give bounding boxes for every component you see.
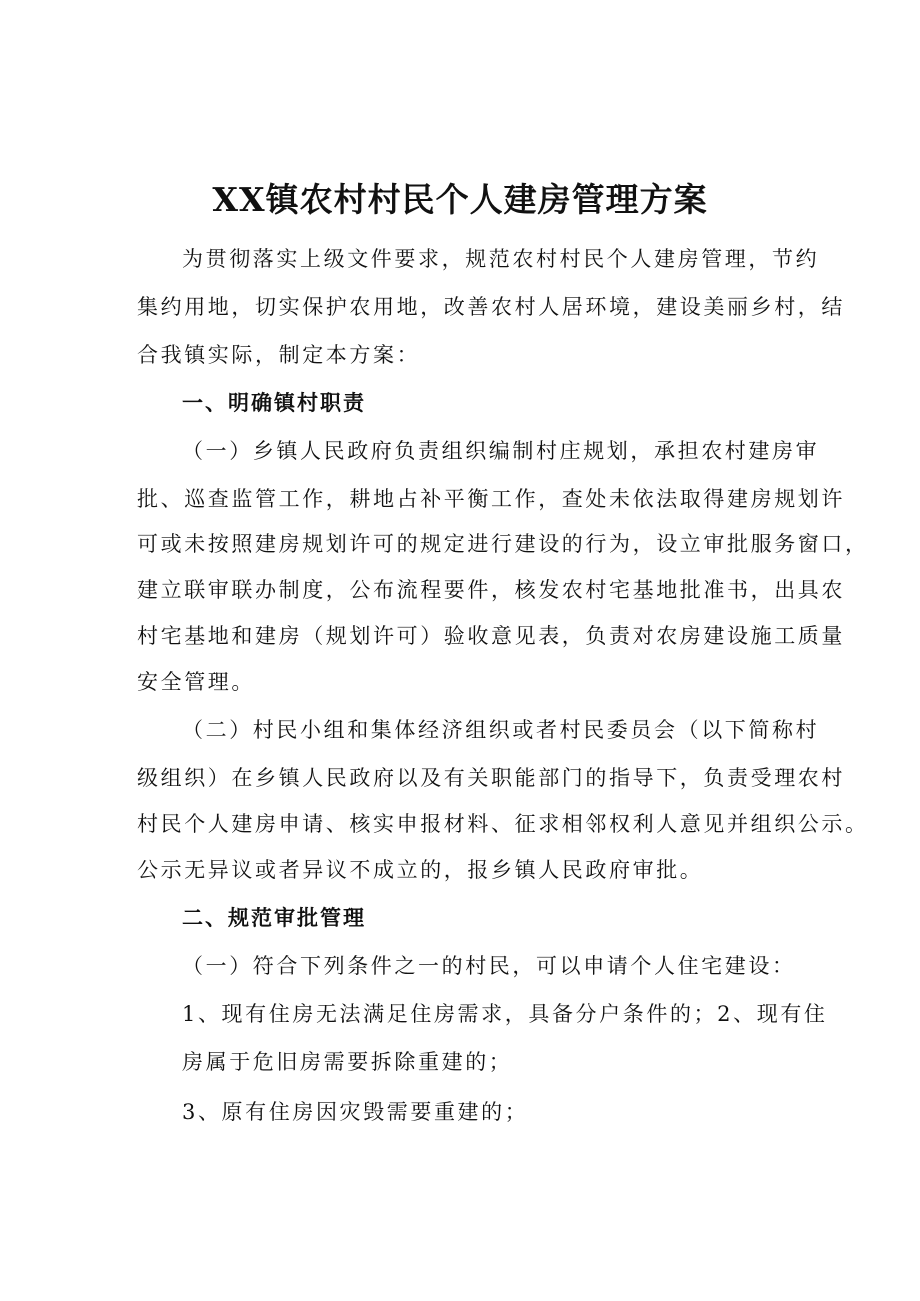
intro-line-3: 合我镇实际，制定本方案： <box>137 343 421 367</box>
section-2-item-1-line-2: 房属于危旧房需要拆除重建的； <box>182 1050 513 1074</box>
section-2-item-1-line-1: 1、现有住房无法满足住房需求，具备分户条件的；2、现有住 <box>182 1002 828 1026</box>
section-1-para-2-line-3: 村民个人建房申请、核实申报材料、征求相邻权利人意见并组织公示。 <box>137 812 869 836</box>
section-1-para-1-line-5: 村宅基地和建房（规划许可）验收意见表，负责对农房建设施工质量 <box>137 624 845 648</box>
intro-line-1: 为贯彻落实上级文件要求，规范农村村民个人建房管理，节约 <box>182 247 820 271</box>
section-1-para-1-line-1: （一）乡镇人民政府负责组织编制村庄规划，承担农村建房审 <box>182 439 820 463</box>
document-title: XX镇农村村民个人建房管理方案 <box>212 180 708 219</box>
section-1-para-2-line-1: （二）村民小组和集体经济组织或者村民委员会（以下简称村 <box>182 718 820 742</box>
section-1-para-2-line-4: 公示无异议或者异议不成立的，报乡镇人民政府审批。 <box>137 858 704 882</box>
section-1-para-1-line-3: 可或未按照建房规划许可的规定进行建设的行为，设立审批服务窗口， <box>137 532 869 556</box>
section-1-para-1-line-4: 建立联审联办制度，公布流程要件，核发农村宅基地批准书，出具农 <box>137 578 845 602</box>
intro-line-2: 集约用地，切实保护农用地，改善农村人居环境，建设美丽乡村，结 <box>137 295 845 319</box>
section-1-para-1-line-2: 批、巡查监管工作，耕地占补平衡工作，查处未依法取得建房规划许 <box>137 487 845 511</box>
section-1-para-1-line-6: 安全管理。 <box>137 670 255 694</box>
section-2-heading: 二、规范审批管理 <box>182 905 366 930</box>
section-2-para-1: （一）符合下列条件之一的村民，可以申请个人住宅建设： <box>182 954 796 978</box>
section-1-heading: 一、明确镇村职责 <box>182 390 366 415</box>
section-1-para-2-line-2: 级组织）在乡镇人民政府以及有关职能部门的指导下，负责受理农村 <box>137 766 845 790</box>
section-2-item-3: 3、原有住房因灾毁需要重建的； <box>182 1100 529 1124</box>
